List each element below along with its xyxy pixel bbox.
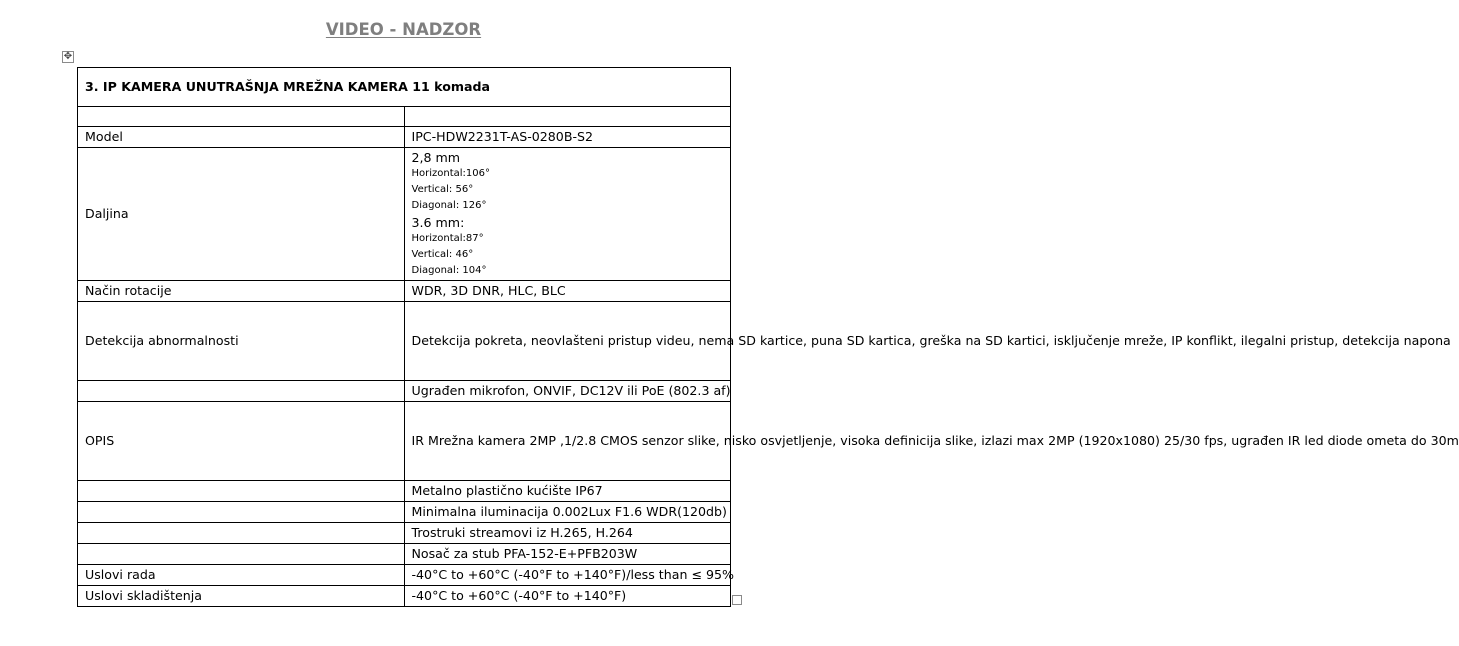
row-value-daljina	[404, 148, 731, 281]
row-label-streamovi	[78, 523, 405, 544]
lens-1-horizontal: Horizontal:106°	[411, 168, 491, 179]
lens-2: 3.6 mm:	[411, 215, 465, 230]
row-value-opis: IR Mrežna kamera 2MP ,1/2.8 CMOS senzor slike, nisko osvjetljenje, visoka definicija slike, izlazi max 2MP (1920x1080) 25/30 fps, ugrađen IR led diode ometa do 30m	[404, 402, 731, 481]
row-label-opis: OPIS	[78, 402, 405, 481]
row-label-model: Model	[78, 127, 405, 148]
lens-1-vertical: Vertical: 56°	[411, 184, 474, 195]
lens-2-vertical: Vertical: 46°	[411, 249, 474, 260]
row-label-rotacija: Način rotacije	[78, 281, 405, 302]
row-value-model: IPC-HDW2231T-AS-0280B-S2	[404, 127, 731, 148]
row-value-uslovi-skladistenja: -40°C to +60°C (-40°F to +140°F)	[404, 586, 731, 607]
row-value-streamovi: Trostruki streamovi iz H.265, H.264	[404, 523, 731, 544]
row-label-nosac	[78, 544, 405, 565]
row-value-rotacija: WDR, 3D DNR, HLC, BLC	[404, 281, 731, 302]
row-label-kuciste	[78, 481, 405, 502]
lens-2-diagonal: Diagonal: 104°	[411, 265, 487, 276]
row-value-nosac: Nosač za stub PFA-152-E+PFB203W	[404, 544, 731, 565]
empty-cell	[404, 107, 731, 127]
lens-1-diagonal: Diagonal: 126°	[411, 200, 487, 211]
row-label-uslovi-rada: Uslovi rada	[78, 565, 405, 586]
row-label-daljina: Daljina	[78, 148, 405, 281]
empty-cell	[78, 107, 405, 127]
row-value-uslovi-rada: -40°C to +60°C (-40°F to +140°F)/less than ≤ 95%	[404, 565, 731, 586]
row-value-kuciste: Metalno plastično kućište IP67	[404, 481, 731, 502]
row-value-mikrofon: Ugrađen mikrofon, ONVIF, DC12V ili PoE (802.3 af)	[404, 381, 731, 402]
table-move-handle-icon[interactable]: ✥	[63, 51, 73, 62]
row-value-iluminacija: Minimalna iluminacija 0.002Lux F1.6 WDR(120db)	[404, 502, 731, 523]
row-label-mikrofon	[78, 381, 405, 402]
lens-1: 2,8 mm	[411, 150, 461, 165]
spec-table	[77, 67, 1459, 607]
lens-2-horizontal: Horizontal:87°	[411, 233, 484, 244]
row-label-detekcija: Detekcija abnormalnosti	[78, 302, 405, 381]
row-label-uslovi-skladistenja: Uslovi skladištenja	[78, 586, 405, 607]
row-label-iluminacija	[78, 502, 405, 523]
row-value-detekcija: Detekcija pokreta, neovlašteni pristup videu, nema SD kartice, puna SD kartica, greška na SD kartici, isključenje mreže, IP konflikt, ilegalni pristup, detekcija napona	[404, 302, 731, 381]
table-resize-handle-icon[interactable]	[732, 595, 742, 605]
page-title: VIDEO - NADZOR	[325, 20, 482, 39]
section-heading: 3. IP KAMERA UNUTRAŠNJA MREŽNA KAMERA 11 komada	[78, 68, 731, 107]
